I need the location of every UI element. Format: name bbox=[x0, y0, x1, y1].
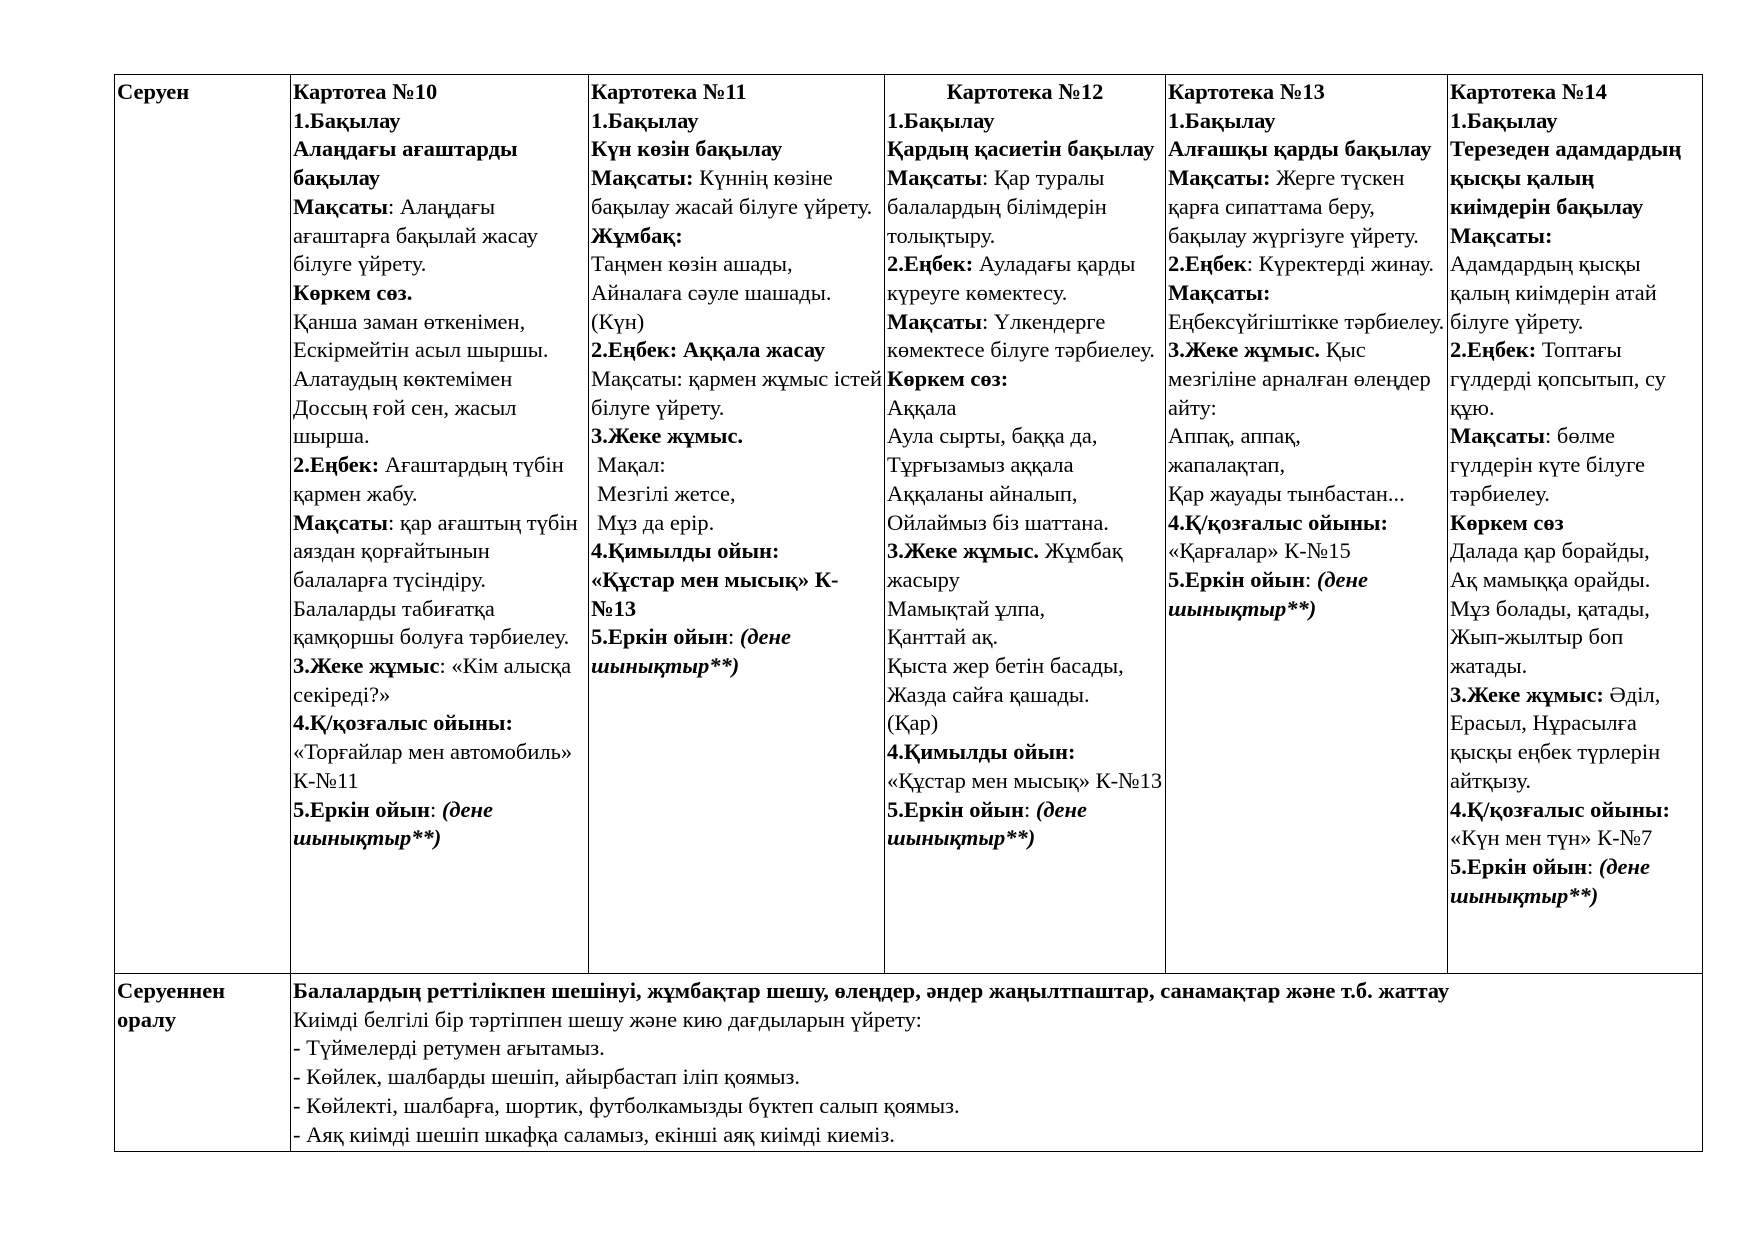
card-text: : Үлкендерге көмектесе білуге тәрбиелеу. bbox=[887, 308, 1155, 363]
card-text: : бөлме гүлдерін күте білуге тәрбиелеу. bbox=[1450, 423, 1646, 506]
card-line bbox=[887, 681, 1163, 710]
card-text: 2.Еңбек bbox=[1168, 251, 1247, 277]
card-line bbox=[293, 652, 586, 709]
card-text: 1.Бақылау bbox=[1450, 107, 1558, 133]
card-line bbox=[293, 509, 586, 653]
card-cell bbox=[1166, 75, 1448, 974]
card-line bbox=[293, 394, 586, 451]
card-line bbox=[293, 365, 586, 394]
card-text: Айналаға сәуле шашады. bbox=[591, 279, 832, 305]
card-line bbox=[887, 767, 1163, 796]
card-text: : bbox=[1304, 566, 1317, 592]
card-line bbox=[887, 709, 1163, 738]
card-text: 3.Жеке жұмыс: bbox=[1450, 681, 1604, 707]
card-text: Жазда сайға қашады. bbox=[887, 681, 1090, 707]
card-text: Әділ, Ерасыл, Нұрасылға қысқы еңбек түрлерін айтқызу. bbox=[1450, 681, 1661, 793]
card-text: 4.Қимылды ойын: bbox=[887, 739, 1076, 765]
card-text: Мақсаты bbox=[293, 509, 388, 535]
card-text: 4.Қ/қозғалыс ойыны: bbox=[1450, 796, 1670, 822]
card-line bbox=[887, 480, 1163, 509]
card-line bbox=[1168, 107, 1445, 136]
return-line: - Түймелерді ретумен ағытамыз. bbox=[293, 1035, 605, 1061]
card-text: 1.Бақылау bbox=[293, 107, 401, 133]
card-line bbox=[591, 451, 882, 480]
card-line bbox=[591, 365, 882, 422]
card-text: 5.Еркін ойын bbox=[887, 796, 1024, 822]
card-line bbox=[1450, 853, 1700, 910]
card-text: : bbox=[1586, 853, 1599, 879]
card-text: 3.Жеке жұмыс. bbox=[1168, 337, 1321, 363]
card-line bbox=[887, 509, 1163, 538]
card-text: 1.Бақылау bbox=[1168, 107, 1276, 133]
card-cell bbox=[1448, 75, 1703, 974]
card-text: Адамдардың қысқы қалың киімдерін атай білуге үйрету. bbox=[1450, 251, 1657, 334]
card-text: : Күректерді жинау. bbox=[1246, 251, 1434, 277]
card-line bbox=[1168, 250, 1445, 279]
card-line bbox=[591, 623, 882, 680]
card-text: Еңбексүйгіштікке тәрбиелеу. bbox=[1168, 308, 1445, 334]
card-body bbox=[887, 107, 1163, 853]
card-line bbox=[1450, 681, 1700, 796]
card-text: Ақ мамыққа орайды. bbox=[1450, 566, 1651, 592]
card-line bbox=[887, 365, 1163, 394]
card-line bbox=[1168, 480, 1445, 509]
card-line bbox=[887, 422, 1163, 451]
card-line bbox=[1168, 422, 1445, 451]
card-text: Ауладағы қарды күреуге көмектесу. bbox=[887, 251, 1136, 305]
card-text: 2.Еңбек: bbox=[1450, 337, 1537, 363]
card-line bbox=[887, 595, 1163, 624]
card-text: 5.Еркін ойын bbox=[1168, 566, 1305, 592]
card-text: Мақсаты: bbox=[1450, 222, 1553, 248]
return-line: - Көйлекті, шалбарға, шортик, футболкамызды бүктеп салып қоямыз. bbox=[293, 1092, 960, 1118]
table-row-walk bbox=[115, 75, 1703, 974]
card-text: Жұмбақ: bbox=[591, 222, 683, 248]
card-text: 1.Бақылау bbox=[887, 107, 995, 133]
card-text: 5.Еркін ойын bbox=[293, 796, 430, 822]
card-line bbox=[293, 135, 586, 192]
card-text: 5.Еркін ойын bbox=[591, 624, 728, 650]
card-text: Аққаланы айналып, bbox=[887, 480, 1078, 506]
card-text: Тұрғызамыз аққала bbox=[887, 452, 1074, 478]
card-text: Жып-жылтыр боп жатады. bbox=[1450, 624, 1624, 679]
card-text: Жұмбақ жасыру bbox=[887, 538, 1123, 592]
card-text: Таңмен көзін ашады, bbox=[591, 251, 793, 277]
card-text: : «Кім алысқа секіреді?» bbox=[293, 653, 572, 707]
card-text: «Қарғалар» К-№15 bbox=[1168, 538, 1351, 564]
card-line bbox=[887, 796, 1163, 853]
card-line bbox=[591, 537, 882, 566]
card-text: Мезгілі жетсе, bbox=[597, 480, 736, 506]
card-text: Алаңдағы ағаштарды бақылау bbox=[293, 136, 518, 191]
card-text: : Қар туралы балалардың білімдерін толықтыру. bbox=[887, 165, 1107, 248]
card-text: Қыста жер бетін басады, bbox=[887, 653, 1124, 679]
card-text: (Күн) bbox=[591, 308, 645, 334]
card-text: Жерге түскен қарға сипаттама беру, бақылау жүргізуге үйрету. bbox=[1168, 165, 1419, 248]
card-line bbox=[1168, 135, 1445, 164]
card-line bbox=[1168, 451, 1445, 480]
card-text: Көркем сөз. bbox=[293, 279, 413, 305]
card-body bbox=[591, 107, 882, 681]
card-line bbox=[591, 422, 882, 451]
return-cell bbox=[291, 974, 1703, 1152]
card-text: Мақсаты: bbox=[1168, 165, 1271, 191]
card-text: Доссың ғой сен, жасыл шырша. bbox=[293, 394, 517, 449]
card-line bbox=[591, 509, 882, 538]
card-cell bbox=[589, 75, 885, 974]
card-text: : bbox=[727, 624, 740, 650]
card-body bbox=[293, 107, 586, 853]
card-line bbox=[591, 336, 882, 365]
daily-plan-table bbox=[114, 74, 1703, 1152]
card-line bbox=[1168, 308, 1445, 337]
card-line bbox=[1168, 537, 1445, 566]
card-body bbox=[1168, 107, 1445, 624]
card-line bbox=[1168, 279, 1445, 308]
card-line bbox=[293, 451, 586, 508]
card-text: (дене шынықтыр**) bbox=[887, 796, 1087, 851]
card-line bbox=[1168, 509, 1445, 538]
card-line bbox=[887, 652, 1163, 681]
card-text: (дене шынықтыр**) bbox=[1450, 853, 1650, 908]
card-line bbox=[591, 308, 882, 337]
row-label-walk: Серуен bbox=[115, 75, 291, 974]
card-text: Көркем сөз bbox=[1450, 509, 1564, 535]
card-text: Мұз болады, қатады, bbox=[1450, 595, 1650, 621]
card-text: : Алаңдағы ағаштарға бақылай жасау білуге үйрету. bbox=[293, 193, 538, 277]
card-text: Аула сырты, баққа да, bbox=[887, 423, 1098, 449]
card-text: Алғашқы қарды бақылау bbox=[1168, 136, 1432, 162]
card-text: Топтағы гүлдерді қопсытып, су құю. bbox=[1450, 337, 1666, 420]
card-text: Қанша заман өткенімен, bbox=[293, 308, 526, 334]
card-text: 5.Еркін ойын bbox=[1450, 853, 1587, 879]
card-line bbox=[1450, 796, 1700, 825]
card-line bbox=[1450, 422, 1700, 508]
card-text: (дене шынықтыр**) bbox=[293, 796, 493, 851]
card-line bbox=[591, 250, 882, 279]
card-text: Қардың қасиетін бақылау bbox=[887, 136, 1155, 162]
card-line bbox=[1450, 509, 1700, 538]
card-text: Мақсаты bbox=[887, 165, 982, 191]
card-text: Мақсаты bbox=[1450, 423, 1545, 449]
card-title: Картотека №11 bbox=[591, 79, 747, 104]
card-line bbox=[887, 537, 1163, 594]
card-line bbox=[591, 480, 882, 509]
card-text: жапалақтап, bbox=[1168, 452, 1286, 478]
card-body bbox=[1450, 107, 1700, 911]
card-text: Ескірмейтін асыл шыршы. bbox=[293, 337, 549, 363]
card-text: Қар жауады тынбастан... bbox=[1168, 480, 1405, 506]
card-line bbox=[1450, 250, 1700, 336]
card-text: 3.Жеке жұмыс. bbox=[591, 423, 744, 449]
card-line bbox=[293, 336, 586, 365]
table-row-return bbox=[115, 974, 1703, 1152]
card-line bbox=[591, 107, 882, 136]
card-text: Аққала bbox=[887, 394, 957, 420]
card-text: Далада қар борайды, bbox=[1450, 538, 1650, 564]
card-text: Алатаудың көктемімен bbox=[293, 366, 513, 392]
card-title: Картотека №13 bbox=[1168, 79, 1325, 104]
card-text: (дене шынықтыр**) bbox=[591, 624, 791, 679]
return-line: - Көйлек, шалбарды шешіп, айырбастап іліп қоямыз. bbox=[293, 1064, 800, 1090]
card-text: 1.Бақылау bbox=[591, 107, 699, 133]
card-line bbox=[887, 107, 1163, 136]
card-title: Картотека №12 bbox=[946, 79, 1104, 104]
card-text: : bbox=[1023, 796, 1036, 822]
card-cell bbox=[291, 75, 589, 974]
card-line bbox=[1168, 566, 1445, 623]
card-text: Күннің көзіне бақылау жасай білуге үйрету. bbox=[591, 165, 873, 219]
card-line bbox=[1450, 222, 1700, 251]
card-line bbox=[1450, 135, 1700, 221]
card-text: Мақсаты: қармен жұмыс істей білуге үйрету. bbox=[591, 366, 882, 420]
card-text: Мақсаты bbox=[887, 308, 982, 334]
card-line bbox=[887, 135, 1163, 164]
card-line bbox=[1450, 566, 1700, 595]
card-line bbox=[1450, 824, 1700, 853]
card-line bbox=[887, 250, 1163, 307]
card-text: Ойлаймыз біз шаттана. bbox=[887, 509, 1109, 535]
card-title: Картотеа №10 bbox=[293, 79, 438, 104]
card-line bbox=[887, 308, 1163, 365]
card-text: (дене шынықтыр**) bbox=[1168, 566, 1368, 621]
card-text: Терезеден адамдардың қысқы қалың киімдерін бақылау bbox=[1450, 136, 1682, 219]
card-text: 3.Жеке жұмыс bbox=[293, 653, 440, 679]
card-title: Картотека №14 bbox=[1450, 79, 1607, 104]
card-text: «Құстар мен мысық» К-№13 bbox=[887, 767, 1163, 793]
card-line bbox=[887, 394, 1163, 423]
card-text: 2.Еңбек: bbox=[887, 251, 974, 277]
card-text: 4.Қ/қозғалыс ойыны: bbox=[293, 710, 513, 736]
card-line bbox=[1168, 164, 1445, 250]
card-line bbox=[1168, 336, 1445, 422]
card-line bbox=[293, 796, 586, 853]
return-line: - Аяқ киімді шешіп шкафқа саламыз, екінші аяқ киімді киеміз. bbox=[293, 1121, 895, 1147]
card-text: 2.Еңбек: bbox=[293, 452, 380, 478]
card-line bbox=[293, 709, 586, 738]
card-line bbox=[1450, 107, 1700, 136]
card-text: Ағаштардың түбін қармен жабу. bbox=[293, 452, 564, 506]
card-line bbox=[293, 107, 586, 136]
card-line bbox=[1450, 537, 1700, 566]
card-text: Мамықтай ұлпа, bbox=[887, 595, 1046, 621]
card-line bbox=[591, 566, 882, 623]
card-text: Көркем сөз: bbox=[887, 366, 1009, 392]
card-text: «Құстар мен мысық» К-№13 bbox=[591, 566, 839, 621]
card-text: Қанттай ақ. bbox=[887, 624, 999, 650]
card-line bbox=[1450, 595, 1700, 624]
card-text: Мақсаты: bbox=[591, 165, 694, 191]
card-text: Мұз да ерір. bbox=[597, 509, 715, 535]
card-text: : bbox=[429, 796, 442, 822]
return-heading: Балалардың реттілікпен шешінуі, жұмбақтар шешу, өлеңдер, әндер жаңылтпаштар, санамақтар және т.б. жаттау bbox=[293, 978, 1450, 1003]
card-text: 2.Еңбек: Аққала жасау bbox=[591, 337, 826, 363]
row-label-return: Серуеннен оралу bbox=[115, 974, 291, 1152]
card-line bbox=[887, 623, 1163, 652]
card-text: (Қар) bbox=[887, 710, 939, 736]
card-line bbox=[887, 738, 1163, 767]
card-line bbox=[887, 451, 1163, 480]
card-text: 4.Қ/қозғалыс ойыны: bbox=[1168, 509, 1388, 535]
card-text: Мақсаты: bbox=[1168, 279, 1271, 305]
return-line: Киімді белгілі бір тәртіппен шешу және кию дағдыларын үйрету: bbox=[293, 1006, 922, 1032]
card-text: 3.Жеке жұмыс. bbox=[887, 538, 1040, 564]
card-line bbox=[293, 738, 586, 795]
card-line bbox=[591, 222, 882, 251]
card-text: Қыс мезгіліне арналған өлеңдер айту: bbox=[1168, 337, 1431, 420]
card-text: : қар ағаштың түбін аяздан қорғайтынын балаларға түсіндіру. Балаларды табиғатқа қамқоршы болуға тәрбиелеу. bbox=[293, 509, 578, 650]
card-line bbox=[293, 279, 586, 308]
card-line bbox=[591, 279, 882, 308]
card-text: Аппақ, аппақ, bbox=[1168, 423, 1301, 449]
card-line bbox=[591, 135, 882, 164]
return-lines bbox=[293, 1006, 1700, 1150]
card-line bbox=[591, 164, 882, 221]
card-line bbox=[1450, 336, 1700, 422]
card-line bbox=[1450, 623, 1700, 680]
card-text: Мақсаты bbox=[293, 193, 388, 219]
card-text: «Торғайлар мен автомобиль» К-№11 bbox=[293, 739, 573, 793]
card-text: Күн көзін бақылау bbox=[591, 136, 783, 162]
card-text: 4.Қимылды ойын: bbox=[591, 538, 780, 564]
card-text: Мақал: bbox=[597, 452, 666, 478]
card-line bbox=[887, 164, 1163, 250]
card-text: «Күн мен түн» К-№7 bbox=[1450, 825, 1653, 851]
card-line bbox=[293, 308, 586, 337]
card-line bbox=[293, 193, 586, 279]
card-cell bbox=[885, 75, 1166, 974]
